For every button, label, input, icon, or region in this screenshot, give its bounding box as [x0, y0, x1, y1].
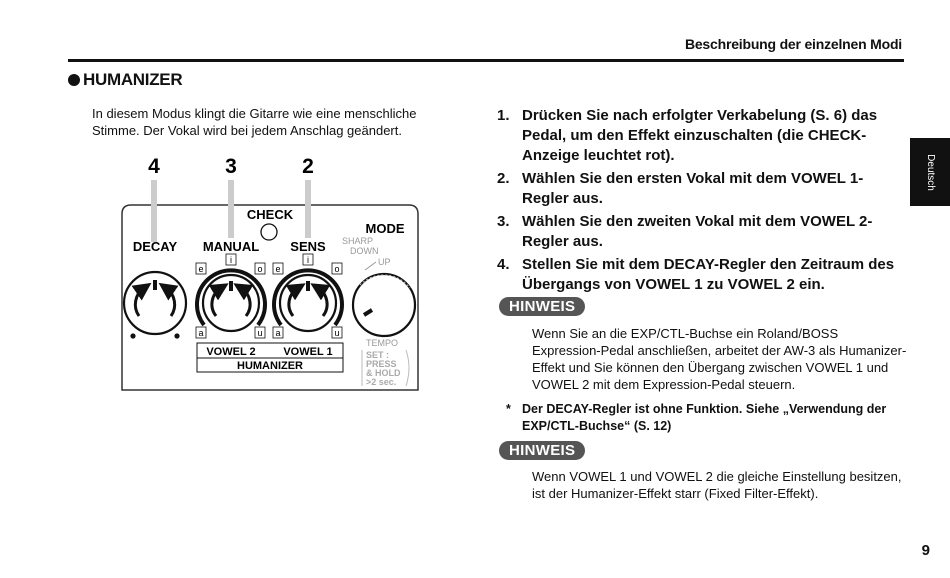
bullet-icon [68, 74, 80, 86]
tempo-press: PRESS [366, 359, 397, 369]
step-text: Drücken Sie nach erfolgter Verkabelung (S. 6) das Pedal, um den Effekt einzuschalten (die CHECK-Anzeige leuchtet rot). [522, 107, 878, 164]
hinweis-text-2: Wenn VOWEL 1 und VOWEL 2 die gleiche Einstellung besitzen, ist der Humanizer-Effekt starr (Fixed Filter-Effekt). [532, 469, 902, 501]
note [506, 401, 901, 435]
hinweis-text-1: Wenn Sie an die EXP/CTL-Buchse ein Roland/BOSS Expression-Pedal anschließen, arbeitet der AW-3 als Humanizer-Effekt und Sie können den Übergang zwischen VOWEL 1 und VOWEL 2 mit dem Expression-Pedal steuern. [532, 326, 907, 392]
callout-line-4 [151, 180, 157, 242]
step-3 [497, 212, 897, 252]
vowel-e: e [275, 264, 281, 274]
page-number: 9 [921, 542, 930, 559]
mode-option-sharp: SHARP [342, 236, 374, 246]
step-1 [497, 106, 897, 166]
language-tab [910, 138, 950, 206]
sens-label: SENS [290, 239, 326, 254]
step-2 [497, 169, 897, 209]
vowel-o: o [257, 264, 263, 274]
pedal-panel-diagram [115, 150, 425, 395]
vowel-e: e [198, 264, 204, 274]
callout-line-2 [305, 180, 311, 238]
header-rule [68, 59, 904, 62]
tempo-duration: >2 sec. [366, 377, 397, 387]
callout-line-3 [228, 180, 234, 238]
callout-3: 3 [225, 155, 237, 178]
step-text: Wählen Sie den zweiten Vokal mit dem VOWEL 2-Regler aus. [522, 213, 873, 250]
note-asterisk: * [506, 402, 511, 416]
mode-knob [353, 274, 415, 336]
steps-list [497, 106, 897, 298]
manual-label: MANUAL [202, 239, 260, 254]
step-text: Stellen Sie mit dem DECAY-Regler den Zeitraum des Übergangs von VOWEL 1 zu VOWEL 2 ein. [522, 256, 895, 293]
decay-label: DECAY [132, 239, 178, 254]
check-led [261, 224, 277, 240]
step-number: 1. [497, 107, 510, 124]
hinweis-badge-2: HINWEIS [499, 441, 585, 460]
vowel2-label: VOWEL 2 [206, 346, 256, 358]
mode-option-up: UP [378, 257, 391, 267]
running-header: Beschreibung der einzelnen Modi [684, 36, 902, 52]
step-number: 2. [497, 170, 510, 187]
vowel-o: o [334, 264, 340, 274]
check-label: CHECK [246, 207, 294, 222]
vowel-u: u [257, 328, 263, 338]
tempo-set: SET : [366, 350, 390, 360]
step-number: 3. [497, 213, 510, 230]
section-title-text: HUMANIZER [83, 70, 183, 89]
section-title [68, 70, 182, 90]
vowel-a: a [198, 328, 204, 338]
vowel-a: a [275, 328, 281, 338]
vowel-i: i [230, 255, 232, 265]
tempo-hold: & HOLD [366, 368, 401, 378]
mode-option-down: DOWN [350, 246, 379, 256]
callout-2: 2 [302, 155, 314, 178]
mode-label: MODE [365, 221, 405, 236]
tempo-label: TEMPO [366, 338, 399, 348]
hinweis-badge-1: HINWEIS [499, 297, 585, 316]
note-text: Der DECAY-Regler ist ohne Funktion. Siehe „Verwendung der EXP/CTL-Buchse“ (S. 12) [522, 402, 887, 433]
step-number: 4. [497, 256, 510, 273]
language-tab-label: Deutsch [924, 153, 936, 191]
intro-paragraph: In diesem Modus klingt die Gitarre wie eine menschliche Stimme. Der Vokal wird bei jedem Anschlag geändert. [92, 106, 417, 138]
vowel-i: i [307, 255, 309, 265]
step-text: Wählen Sie den ersten Vokal mit dem VOWEL 1-Regler aus. [522, 170, 864, 207]
vowel1-label: VOWEL 1 [283, 346, 333, 358]
humanizer-label: HUMANIZER [237, 360, 303, 372]
callout-4: 4 [148, 155, 160, 178]
vowel-u: u [334, 328, 340, 338]
step-4 [497, 255, 897, 295]
